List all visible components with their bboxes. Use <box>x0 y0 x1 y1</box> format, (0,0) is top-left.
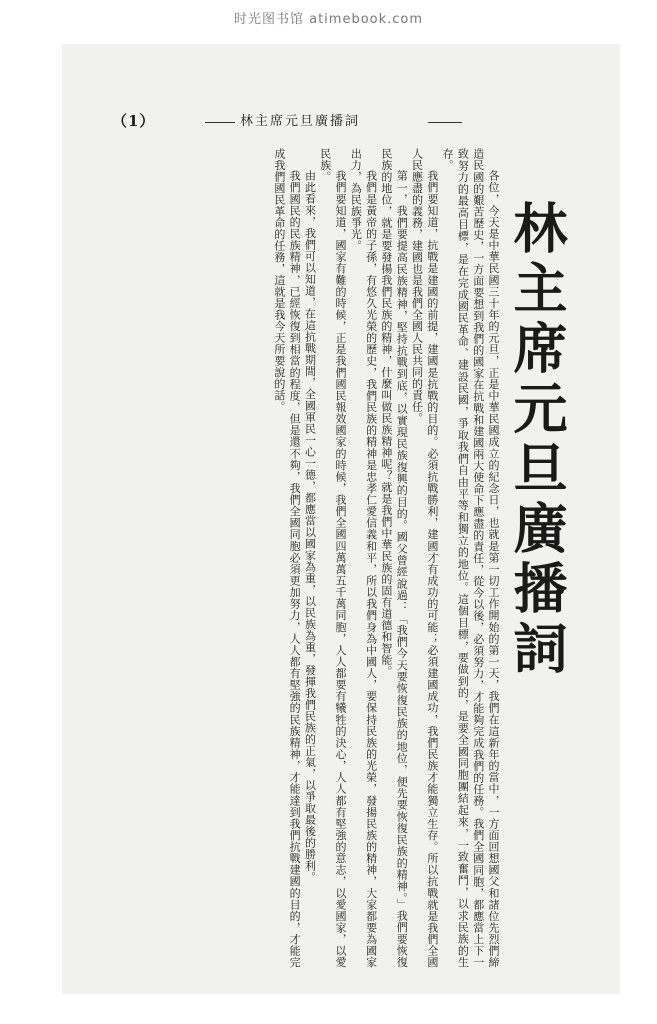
page-number: （1） <box>112 112 156 130</box>
paragraph-4: 我們是黃帝的子孫，有悠久光榮的歷史，我們民族的精神是忠孝仁愛信義和平，所以我們身為中國人，要保持民族的光榮，發揚民族的精神，大家都要為國家出力，為民族爭光。 <box>349 148 378 968</box>
running-head-rule-right <box>428 122 462 123</box>
paragraph-1: 各位，今天是中華民國三十年的元旦，正是中華民國成立的紀念日，也就是第一切工作開始的第一天，我們在這新年的當中，一方面回想國父和諸位先烈們締造民國的艱苦歷史，一方面要想到我們的國家在抗戰和建國兩大使命下應盡的責任，從今以後，必須努力，才能夠完成我們的任務。我們全國同胞，都應當上下一致努力的最高目標，是在完成國民革命、建設民國，爭取我們自由平等和獨立的地位。這個目標，要做到的，是要全國同胞團結起來，一致奮鬥，以求民族的生存。 <box>441 148 500 968</box>
paragraph-3: 第一，我們要提高民族精神，堅持抗戰到底，以實現民族復興的目的。國父曾經說過：「我們今天要恢復民族的地位，便先要恢復民族的精神。」我們要恢復民族的地位，就是要發揚我們民族的精神，什麼叫做民族精神呢？就是我們中華民族的固有道德和智能。 <box>379 148 409 968</box>
running-head: 林主席元旦廣播詞 <box>240 114 361 129</box>
site-watermark: 时光图书馆 atimebook.com <box>233 12 424 27</box>
article-title: 林主席元旦廣播詞 <box>505 200 569 680</box>
paragraph-7: 我們國民的民族精神，已經恢復到相當的程度，但是還不夠，我們全國同胞必須更加努力，人人都有堅強的民族精神，才能達到我們抗戰建國的目的，才能完成我們國民革命的任務，這就是我今天所要說的話。 <box>272 148 302 968</box>
paragraph-5: 我們要知道，國家有難的時候，正是我們國民報效國家的時候，我們全國四萬萬五千萬同胞，人人都要有犧牲的決心，人人都有堅強的意志，以愛國家，以愛民族。 <box>318 148 348 968</box>
paragraph-6: 由此看來，我們可以知道，在這抗戰期間，全國軍民一心一德，都應當以國家為重，以民族為重，發揮我們民族的正氣，以爭取最後的勝利。 <box>303 170 317 883</box>
paragraph-2: 我們要知道，抗戰是建國的前提，建國是抗戰的目的。必須抗戰勝利，建國才有成功的可能；必須建國成功，我們民族才能獨立生存。所以抗戰就是我們全國人民應盡的義務，建國也是我們全國人民共同的責任。 <box>410 148 439 968</box>
running-head-rule-left <box>205 122 235 123</box>
article-body <box>96 148 501 968</box>
